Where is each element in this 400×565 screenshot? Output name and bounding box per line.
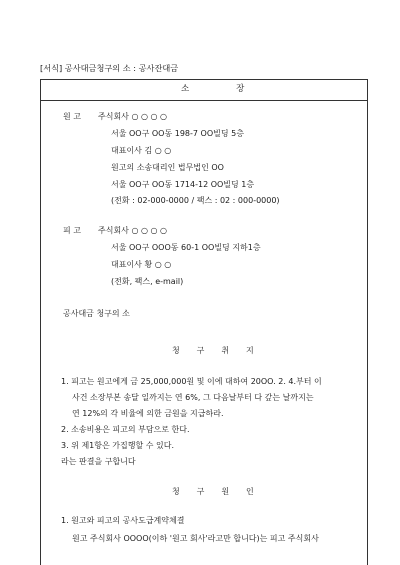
defendant-contact: (전화, 팩스, e-mail): [111, 277, 184, 286]
document-title: 소 장: [181, 84, 267, 94]
defendant-name: 주식회사 ○ ○ ○ ○: [98, 226, 168, 235]
title-rule: [40, 100, 368, 101]
plaintiff-name: 주식회사 ○ ○ ○ ○: [98, 112, 168, 121]
claim-closing: 라는 판결을 구합니다: [61, 457, 136, 466]
cause-heading: 청 구 원 인: [172, 487, 261, 496]
cause-item-1-title: 1. 원고와 피고의 공사도급계약체결: [61, 516, 185, 525]
defendant-ceo: 대표이사 황 ○ ○: [111, 260, 172, 269]
claim-line-4: 2. 소송비용은 피고의 부담으로 한다.: [61, 425, 190, 434]
plaintiff-counsel-address: 서울 OO구 OO동 1714-12 OO빌딩 1층: [111, 180, 255, 189]
claim-line-3: 연 12%의 각 비율에 의한 금원을 지급하라.: [72, 409, 224, 418]
cause-item-1-text: 원고 주식회사 OOOO(이하 '원고 회사'라고만 합니다)는 피고 주식회사: [72, 534, 319, 543]
plaintiff-counsel: 원고의 소송대리인 법무법인 OO: [111, 163, 224, 172]
claim-line-2: 사건 소장부본 송달 일까지는 연 6%, 그 다음날부터 다 갚는 날까지는: [72, 393, 314, 402]
case-name: 공사대금 청구의 소: [63, 309, 130, 318]
plaintiff-contact: (전화 : 02-000-0000 / 팩스 : 02 : 000-0000): [111, 196, 280, 205]
plaintiff-ceo: 대표이사 김 ○ ○: [111, 146, 172, 155]
top-rule: [40, 79, 368, 80]
claim-line-5: 3. 위 제1항은 가집행할 수 있다.: [61, 441, 174, 450]
defendant-label: 피 고: [63, 226, 81, 235]
plaintiff-address: 서울 OO구 OO동 198-7 OO빌딩 5층: [111, 129, 244, 138]
form-caption: [서식] 공사대금청구의 소 : 공사잔대금: [40, 63, 179, 73]
claim-heading: 청 구 취 지: [172, 346, 261, 355]
plaintiff-label: 원 고: [63, 112, 81, 121]
claim-line-1: 1. 피고는 원고에게 금 25,000,000원 및 이에 대하여 20OO. 2. 4.부터 이: [61, 377, 322, 386]
defendant-address: 서울 OO구 OOO동 60-1 OO빌딩 지하1층: [111, 243, 261, 252]
